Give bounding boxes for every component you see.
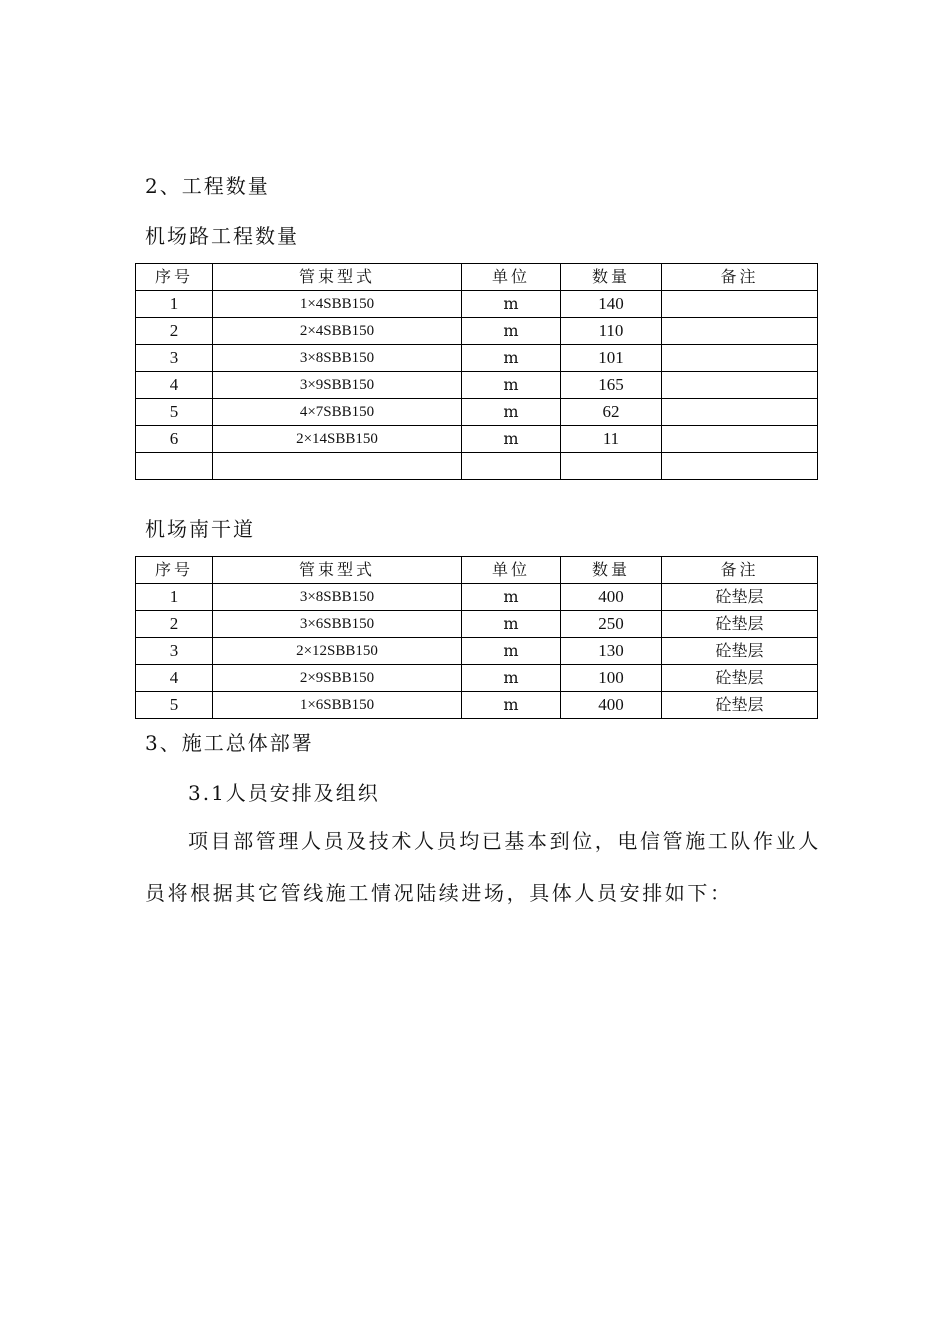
header-model: 管束型式: [213, 557, 462, 584]
cell-unit: m: [462, 291, 561, 318]
table-row: [136, 665, 818, 692]
table-row: [136, 453, 818, 480]
cell-quantity: 62: [561, 399, 662, 426]
cell-remark: [662, 318, 818, 345]
cell-quantity: 100: [561, 665, 662, 692]
header-unit: 单位: [462, 264, 561, 291]
cell-quantity: 110: [561, 318, 662, 345]
cell-model: 2×12SBB150: [213, 638, 462, 665]
table-row: [136, 638, 818, 665]
cell-remark: [662, 426, 818, 453]
table2-body: [136, 557, 818, 719]
cell-index: 5: [136, 692, 213, 719]
paragraph-line-1: 项目部管理人员及技术人员均已基本到位，电信管施工队作业人: [188, 829, 821, 853]
header-index: 序号: [136, 557, 213, 584]
cell-unit: m: [462, 584, 561, 611]
cell-index: 1: [136, 291, 213, 318]
cell-model: [213, 453, 462, 480]
table1-body: [136, 264, 818, 480]
section-heading-quantities: 2、工程数量: [145, 174, 270, 198]
cell-unit: m: [462, 426, 561, 453]
cell-unit: m: [462, 399, 561, 426]
table2-title: 机场南干道: [145, 517, 255, 541]
cell-quantity: 400: [561, 692, 662, 719]
quantity-table-south-road: [135, 556, 818, 719]
header-quantity: 数量: [561, 264, 662, 291]
cell-unit: [462, 453, 561, 480]
header-index: 序号: [136, 264, 213, 291]
cell-index: 4: [136, 665, 213, 692]
cell-quantity: 130: [561, 638, 662, 665]
cell-unit: m: [462, 345, 561, 372]
cell-quantity: 400: [561, 584, 662, 611]
cell-model: 2×14SBB150: [213, 426, 462, 453]
cell-remark: [662, 345, 818, 372]
cell-quantity: [561, 453, 662, 480]
subsection-heading-staffing: 3.1人员安排及组织: [188, 781, 380, 805]
cell-model: 1×4SBB150: [213, 291, 462, 318]
cell-remark: 砼垫层: [662, 692, 818, 719]
cell-index: 2: [136, 318, 213, 345]
cell-index: 3: [136, 638, 213, 665]
header-model: 管束型式: [213, 264, 462, 291]
cell-model: 1×6SBB150: [213, 692, 462, 719]
cell-index: [136, 453, 213, 480]
cell-index: 6: [136, 426, 213, 453]
table-row: [136, 291, 818, 318]
cell-remark: [662, 291, 818, 318]
table1-title: 机场路工程数量: [145, 224, 299, 248]
cell-remark: [662, 399, 818, 426]
cell-unit: m: [462, 611, 561, 638]
cell-index: 4: [136, 372, 213, 399]
cell-remark: [662, 453, 818, 480]
table-row: [136, 372, 818, 399]
header-unit: 单位: [462, 557, 561, 584]
table-row: [136, 399, 818, 426]
cell-quantity: 165: [561, 372, 662, 399]
header-remark: 备注: [662, 557, 818, 584]
cell-quantity: 140: [561, 291, 662, 318]
cell-model: 3×9SBB150: [213, 372, 462, 399]
cell-remark: 砼垫层: [662, 584, 818, 611]
cell-index: 3: [136, 345, 213, 372]
cell-model: 2×4SBB150: [213, 318, 462, 345]
cell-model: 4×7SBB150: [213, 399, 462, 426]
table-row: [136, 692, 818, 719]
table-row: [136, 318, 818, 345]
table-row: [136, 426, 818, 453]
cell-remark: 砼垫层: [662, 665, 818, 692]
cell-quantity: 101: [561, 345, 662, 372]
cell-model: 3×8SBB150: [213, 345, 462, 372]
cell-remark: 砼垫层: [662, 611, 818, 638]
cell-remark: 砼垫层: [662, 638, 818, 665]
cell-unit: m: [462, 692, 561, 719]
table-header-row: [136, 264, 818, 291]
table-row: [136, 345, 818, 372]
cell-index: 5: [136, 399, 213, 426]
cell-quantity: 250: [561, 611, 662, 638]
cell-unit: m: [462, 665, 561, 692]
header-remark: 备注: [662, 264, 818, 291]
cell-index: 1: [136, 584, 213, 611]
cell-index: 2: [136, 611, 213, 638]
cell-model: 3×6SBB150: [213, 611, 462, 638]
cell-model: 3×8SBB150: [213, 584, 462, 611]
cell-unit: m: [462, 372, 561, 399]
header-quantity: 数量: [561, 557, 662, 584]
cell-unit: m: [462, 318, 561, 345]
paragraph-line-2: 员将根据其它管线施工情况陆续进场，具体人员安排如下：: [145, 881, 733, 905]
table-header-row: [136, 557, 818, 584]
cell-model: 2×9SBB150: [213, 665, 462, 692]
table-row: [136, 584, 818, 611]
cell-remark: [662, 372, 818, 399]
table-row: [136, 611, 818, 638]
cell-quantity: 11: [561, 426, 662, 453]
cell-unit: m: [462, 638, 561, 665]
section-heading-deployment: 3、施工总体部署: [145, 731, 314, 755]
quantity-table-airport-road: [135, 263, 818, 480]
